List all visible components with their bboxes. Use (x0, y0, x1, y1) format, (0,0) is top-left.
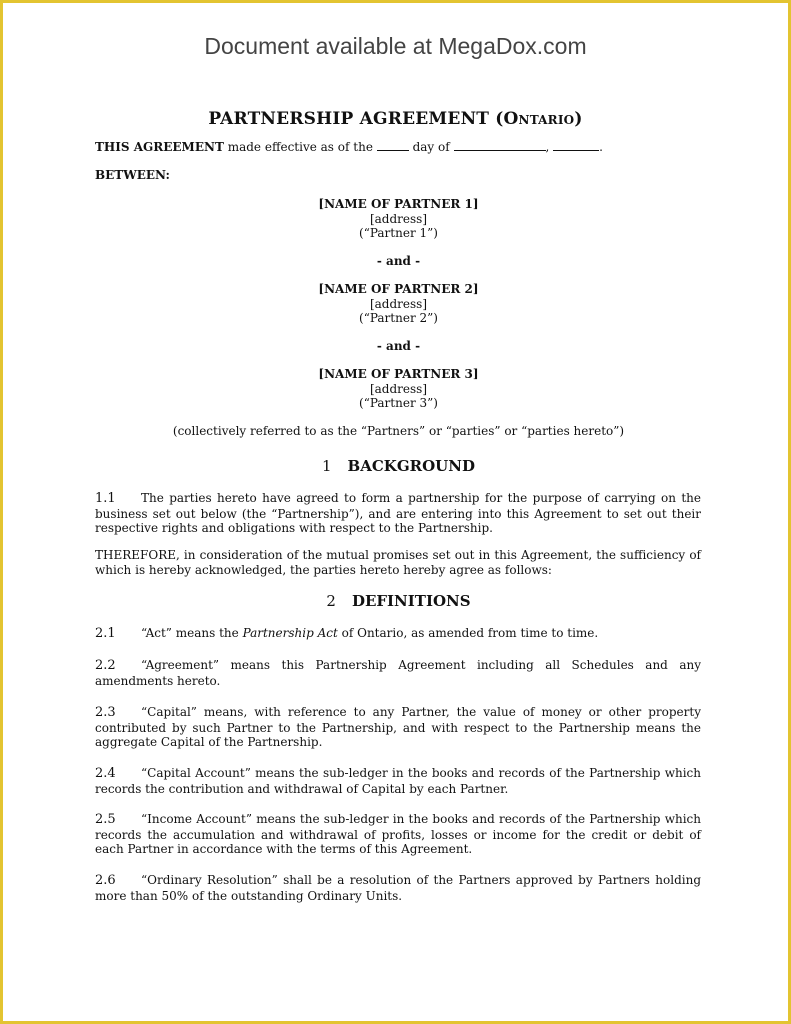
paragraph-number: 2.6 (95, 873, 116, 888)
party-label: (“Partner 2”) (359, 311, 438, 325)
effective-day: day of (412, 140, 450, 154)
section-heading-background (3, 457, 791, 475)
title-main: PARTNERSHIP AGREEMENT (208, 109, 490, 129)
collective-note: (collectively referred to as the “Partners” or “parties” or “parties hereto”) (172, 424, 625, 438)
therefore-paragraph: THEREFORE, in consideration of the mutual promises set out in this Agreement, the sufficiency of which is hereby acknowledged, the parties hereto hereby agree as follows: (95, 548, 701, 577)
party-address: [address] (369, 381, 428, 396)
section-number: 1 (322, 457, 332, 475)
effective-comma: , (545, 140, 550, 154)
and-separator: - and - (376, 339, 421, 353)
between-label: BETWEEN: (95, 168, 170, 182)
party-block-1 (3, 197, 791, 241)
definition-text: “Ordinary Resolution” shall be a resolution of the Partners approved by Partners holding more than 50% of the outstanding Ordinary Units. (95, 873, 701, 903)
paragraph-number: 1.1 (95, 491, 116, 506)
banner: Document available at MegaDox.com (204, 33, 587, 59)
definition-2-5 (95, 812, 701, 857)
section-title: DEFINITIONS (351, 592, 471, 610)
party-address: [address] (369, 296, 428, 311)
paragraph-1-1 (95, 491, 701, 536)
party-name: [NAME OF PARTNER 1] (318, 197, 479, 211)
effective-mid: made effective as of the (227, 140, 373, 154)
definition-2-6 (95, 873, 701, 903)
paragraph-number: 2.3 (95, 705, 116, 720)
party-label: (“Partner 1”) (359, 226, 438, 240)
paragraph-text: The parties hereto have agreed to form a partnership for the purpose of carrying on the business set out below (the “Partnership”), and are entering into this Agreement to set out their respective rights and obligations with respect to the Partnership. (95, 491, 701, 535)
section-heading-definitions (3, 592, 791, 610)
and-separator: - and - (376, 254, 421, 268)
effective-end: . (599, 140, 603, 154)
day-blank[interactable] (377, 140, 409, 151)
paragraph-number: 2.1 (95, 626, 116, 641)
paragraph-number: 2.4 (95, 766, 116, 781)
month-blank[interactable] (454, 140, 546, 151)
definition-text-end: of Ontario, as amended from time to time. (337, 626, 599, 640)
definition-italic: Partnership Act (242, 626, 338, 640)
definition-2-2 (95, 658, 701, 688)
year-blank[interactable] (553, 140, 599, 151)
document-title (3, 109, 788, 129)
definition-2-4 (95, 766, 701, 796)
section-title: BACKGROUND (347, 457, 475, 475)
definition-text: “Act” means the (141, 626, 243, 640)
effective-line (95, 140, 603, 154)
party-block-3 (3, 367, 791, 411)
party-block-2 (3, 282, 791, 326)
definition-text: “Income Account” means the sub-ledger in the books and records of the Partnership which records the accumulation and withdrawal of profits, losses or income for the credit or debit of each Partner in accordance with the terms of this Agreement. (95, 812, 701, 856)
paragraph-number: 2.5 (95, 812, 116, 827)
paragraph-number: 2.2 (95, 658, 116, 673)
title-sub: (Ontario) (495, 109, 583, 129)
party-label: (“Partner 3”) (359, 396, 438, 410)
section-number: 2 (326, 592, 336, 610)
definition-text: “Capital” means, with reference to any Partner, the value of money or other property contributed by such Partner to the Partnership, and with respect to the Partnership means the aggregate Capital of the Partnership. (95, 705, 701, 749)
party-name: [NAME OF PARTNER 3] (318, 367, 479, 381)
party-address: [address] (369, 211, 428, 226)
definition-2-1 (95, 626, 701, 642)
definition-text: “Agreement” means this Partnership Agreement including all Schedules and any amendments hereto. (95, 658, 701, 688)
party-name: [NAME OF PARTNER 2] (318, 282, 479, 296)
effective-lead: THIS AGREEMENT (95, 140, 224, 154)
definition-text: “Capital Account” means the sub-ledger in the books and records of the Partnership which records the contribution and withdrawal of Capital by each Partner. (95, 766, 701, 796)
definition-2-3 (95, 705, 701, 750)
